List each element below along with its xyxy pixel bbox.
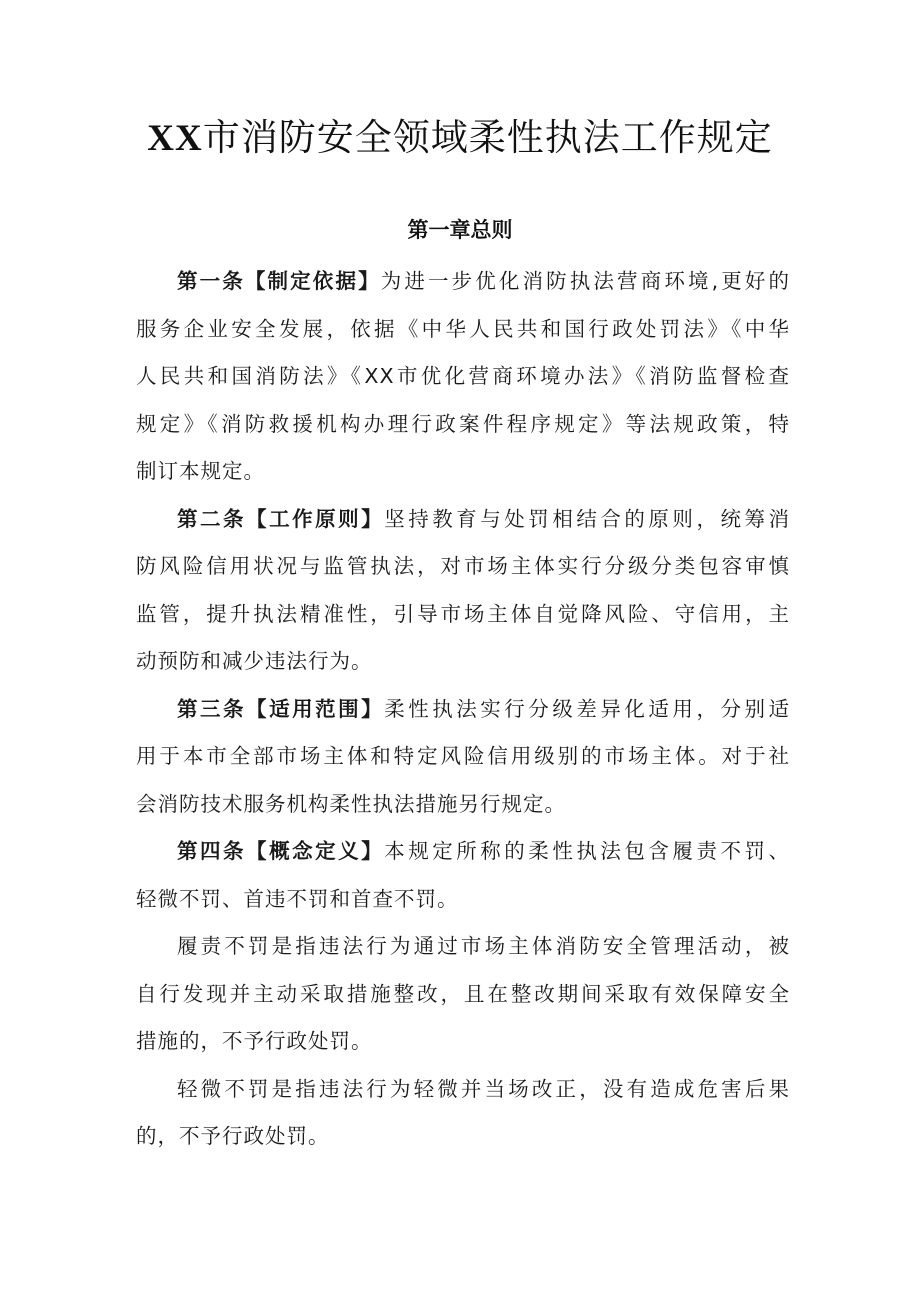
article-1-text-1: 为进一步优化消防执法营商环境,更好的 [380, 269, 790, 293]
article-4-line-2: 轻微不罚、首违不罚和首查不罚。 [136, 886, 459, 911]
article-4-text-1: 本规定所称的柔性执法包含履责不罚、 [384, 839, 790, 863]
article-2-line-2: 防风险信用状况与监管执法，对市场主体实行分级分类包容审慎 [136, 554, 790, 578]
article-3-line-3: 会消防技术服务机构柔性执法措施另行规定。 [136, 791, 566, 816]
definition-1-line-2: 自行发现并主动采取措施整改，且在整改期间采取有效保障安全 [136, 981, 790, 1006]
article-4-line-1 [136, 828, 790, 876]
article-2-text-1: 坚持教育与处罚相结合的原则，统筹消 [384, 506, 790, 531]
article-3-line-1 [136, 686, 790, 734]
article-1-line-5: 制订本规定。 [136, 459, 265, 483]
article-2-heading: 第二条【工作原则】 [177, 506, 385, 531]
article-4-heading: 第四条【概念定义】 [177, 839, 385, 863]
title-prefix: XX [147, 118, 203, 159]
article-2-line-3: 监管，提升执法精准性，引导市场主体自觉降风险、守信用，主 [136, 601, 790, 626]
definition-2-line-2: 的，不予行政处罚。 [136, 1124, 330, 1148]
article-4 [136, 828, 790, 923]
article-1-line-2: 服务企业安全发展，依据《中华人民共和国行政处罚法》《中华 [136, 316, 790, 341]
article-3-line-2: 用于本市全部市场主体和特定风险信用级别的市场主体。对于社 [136, 744, 790, 768]
document-body [136, 258, 790, 1161]
article-1 [136, 258, 790, 496]
definition-2-line-1: 轻微不罚是指违法行为轻微并当场改正，没有造成危害后果 [177, 1076, 790, 1101]
title-text: 市消防安全领域柔性执法工作规定 [202, 116, 773, 159]
chapter-heading: 第一章总则 [407, 218, 513, 242]
article-1-line-4: 规定》《消防救援机构办理行政案件程序规定》等法规政策，特 [136, 411, 790, 436]
article-2-line-4: 动预防和减少违法行为。 [136, 649, 373, 673]
definition-paragraph-2 [136, 1066, 790, 1161]
definition-1-line-1: 履责不罚是指违法行为通过市场主体消防安全管理活动，被 [177, 934, 790, 958]
page-title [0, 112, 920, 165]
article-1-line-1 [136, 258, 790, 306]
article-2 [136, 496, 790, 686]
article-3-heading: 第三条【适用范围】 [177, 696, 385, 721]
article-3 [136, 686, 790, 829]
definition-1-line-3: 措施的，不予行政处罚。 [136, 1029, 373, 1053]
article-1-line-3: 人民共和国消防法》《XX市优化营商环境办法》《消防监督检查 [136, 364, 790, 388]
article-3-text-1: 柔性执法实行分级差异化适用，分别适 [384, 696, 790, 721]
article-1-heading: 第一条【制定依据】 [177, 269, 381, 293]
definition-paragraph-1 [136, 923, 790, 1066]
article-2-line-1 [136, 496, 790, 544]
